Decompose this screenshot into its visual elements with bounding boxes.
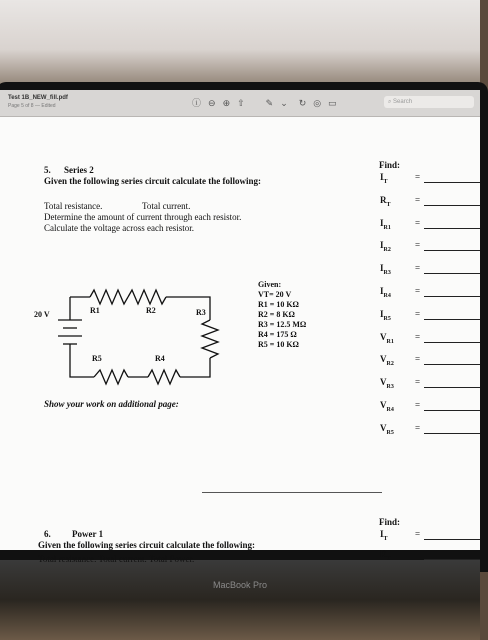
document-title: Test 1B_NEW_fill.pdf [8, 95, 68, 101]
find-variable-symbol: I [380, 529, 384, 539]
label-r2: R2 [146, 306, 156, 315]
label-r1: R1 [90, 306, 100, 315]
search-input[interactable] [384, 96, 474, 108]
find-variable-symbol: I [380, 308, 384, 319]
toolbar-icons [192, 97, 337, 109]
chevron-down-icon[interactable]: ⌄ [280, 98, 288, 108]
find-variable [380, 309, 391, 322]
find-variable-symbol: I [380, 263, 384, 274]
find-variable-symbol: V [380, 354, 387, 365]
answer-blank[interactable] [424, 387, 480, 388]
find-equals: = [415, 308, 421, 319]
resistor-r5-symbol [94, 370, 128, 384]
find-variable [380, 549, 391, 562]
answer-blank[interactable] [424, 539, 480, 540]
label-r3: R3 [196, 308, 206, 317]
answer-blank[interactable] [424, 410, 480, 411]
find-variable [380, 377, 394, 390]
series-circuit-diagram [30, 282, 230, 387]
document-page-status: Page 5 of 8 — Edited [8, 103, 56, 109]
label-r4: R4 [155, 354, 165, 363]
find-variable-symbol: V [380, 400, 387, 410]
problem-6-title: Power 1 [72, 529, 104, 539]
info-icon[interactable]: ⓘ [192, 98, 202, 108]
annotate-icon[interactable]: ◎ [313, 98, 322, 108]
find-variable-symbol: R [380, 194, 387, 205]
find-label-6: Find: [379, 517, 401, 527]
wire-right-bottom [180, 358, 210, 377]
answer-blank[interactable] [424, 205, 480, 206]
problem-5-title: Series 2 [64, 165, 94, 175]
find-variable-symbol: I [380, 240, 384, 251]
find-equals: = [415, 354, 421, 365]
find-variable-symbol: I [380, 217, 384, 228]
find-equals: = [415, 194, 421, 205]
find-variable-symbol: V [380, 377, 387, 388]
find-variable [380, 172, 388, 185]
rotate-icon[interactable]: ↻ [298, 98, 307, 108]
find-variable-subscript: R2 [386, 361, 394, 368]
find-variable [380, 400, 394, 413]
zoom-out-icon[interactable]: ⊖ [208, 98, 216, 108]
find-variable [380, 423, 394, 436]
zoom-in-icon[interactable]: ⊕ [222, 98, 231, 108]
find-variable-subscript: R3 [386, 383, 394, 390]
find-variable [380, 529, 388, 542]
section-divider [202, 492, 382, 493]
share-icon[interactable]: ⇧ [237, 98, 245, 108]
given-r5: R5 = 10 KΩ [258, 340, 299, 349]
find-variable-subscript: T [383, 535, 388, 542]
answer-blank[interactable] [424, 559, 480, 560]
answer-blank[interactable] [424, 182, 480, 183]
find-variable [380, 354, 394, 367]
find-equals: = [415, 240, 421, 251]
answer-blank[interactable] [424, 273, 480, 274]
laptop-screen [0, 90, 480, 564]
markup-pen-icon[interactable]: ✎ [265, 98, 274, 108]
find-variable [380, 263, 391, 276]
background-wall [0, 0, 480, 90]
task-total-resistance: Total resistance. [44, 201, 103, 211]
find-equals: = [415, 217, 421, 228]
find-variable-subscript: R1 [386, 338, 394, 345]
answer-blank[interactable] [424, 250, 480, 251]
find-variable [380, 332, 394, 345]
find-variable-symbol: R [380, 549, 387, 559]
answer-blank[interactable] [424, 364, 480, 365]
given-values [258, 280, 306, 350]
preview-toolbar [0, 90, 480, 117]
search-icon: ⌕ [388, 99, 394, 105]
find-variable [380, 218, 391, 231]
find-variable-subscript: R5 [383, 315, 391, 322]
label-r5: R5 [92, 354, 102, 363]
problem-6-instruction: Given the following series circuit calculate the following: [38, 540, 256, 550]
background-desk [0, 560, 480, 640]
find-label-5: Find: [379, 160, 401, 170]
find-variable [380, 195, 391, 208]
task-current-each: Determine the amount of current through each resistor. [44, 212, 242, 222]
answer-blank[interactable] [424, 319, 480, 320]
given-vt: VT= 20 V [258, 290, 292, 299]
find-variable [380, 240, 391, 253]
resistor-r3-symbol [202, 320, 218, 358]
task-total-current: Total current. [142, 201, 191, 211]
find-variable-subscript: T [383, 178, 388, 185]
given-r3: R3 = 12.5 MΩ [258, 320, 307, 329]
find-variable-subscript: R2 [383, 247, 391, 254]
answer-blank[interactable] [424, 342, 480, 343]
find-equals: = [415, 400, 421, 410]
problem-6-cutoff-tasks: Total resistance. Total current. Total Power. [38, 554, 195, 564]
macbook-label: MacBook Pro [212, 580, 268, 590]
find-equals: = [415, 286, 421, 296]
find-variable-subscript: R1 [383, 224, 391, 231]
resistor-r1-symbol [90, 290, 128, 304]
find-equals: = [415, 172, 421, 182]
pdf-page [0, 117, 480, 564]
find-variable-subscript: R3 [383, 269, 391, 276]
wire-bottom-left [70, 352, 94, 377]
find-equals: = [415, 422, 421, 433]
find-variable-subscript: R5 [386, 429, 394, 436]
find-equals: = [415, 377, 421, 388]
given-r4: R4 = 175 Ω [258, 330, 297, 339]
find-variable-symbol: I [380, 172, 384, 182]
answer-blank[interactable] [424, 296, 480, 297]
answer-blank[interactable] [424, 228, 480, 229]
problem-5-instruction: Given the following series circuit calculate the following: [44, 176, 262, 186]
find-variable-symbol: I [380, 286, 384, 296]
search-placeholder: Search [393, 99, 413, 105]
find-variable [380, 286, 391, 299]
answer-blank[interactable] [424, 433, 480, 434]
task-voltage-each: Calculate the voltage across each resistor. [44, 223, 194, 233]
form-icon[interactable]: ▭ [328, 98, 337, 108]
given-r1: R1 = 10 KΩ [258, 300, 299, 309]
find-variable-subscript: T [386, 555, 391, 562]
problem-5-number: 5. [44, 165, 51, 175]
show-work-note: Show your work on additional page: [44, 399, 179, 409]
find-variable-subscript: R4 [383, 292, 391, 299]
resistor-r4-symbol [148, 370, 180, 384]
find-equals: = [415, 331, 421, 342]
find-equals: = [415, 263, 421, 274]
find-equals: = [415, 549, 421, 559]
find-equals: = [415, 529, 421, 539]
given-r2: R2 = 8 KΩ [258, 310, 295, 319]
source-voltage-label: 20 V [34, 310, 50, 319]
find-variable-symbol: V [380, 422, 387, 433]
resistor-r2-symbol [128, 290, 166, 304]
given-title: Given: [258, 280, 282, 289]
problem-6-number: 6. [44, 529, 51, 539]
find-variable-subscript: R4 [386, 406, 394, 413]
find-variable-symbol: V [380, 331, 387, 342]
find-variable-subscript: T [386, 201, 391, 208]
